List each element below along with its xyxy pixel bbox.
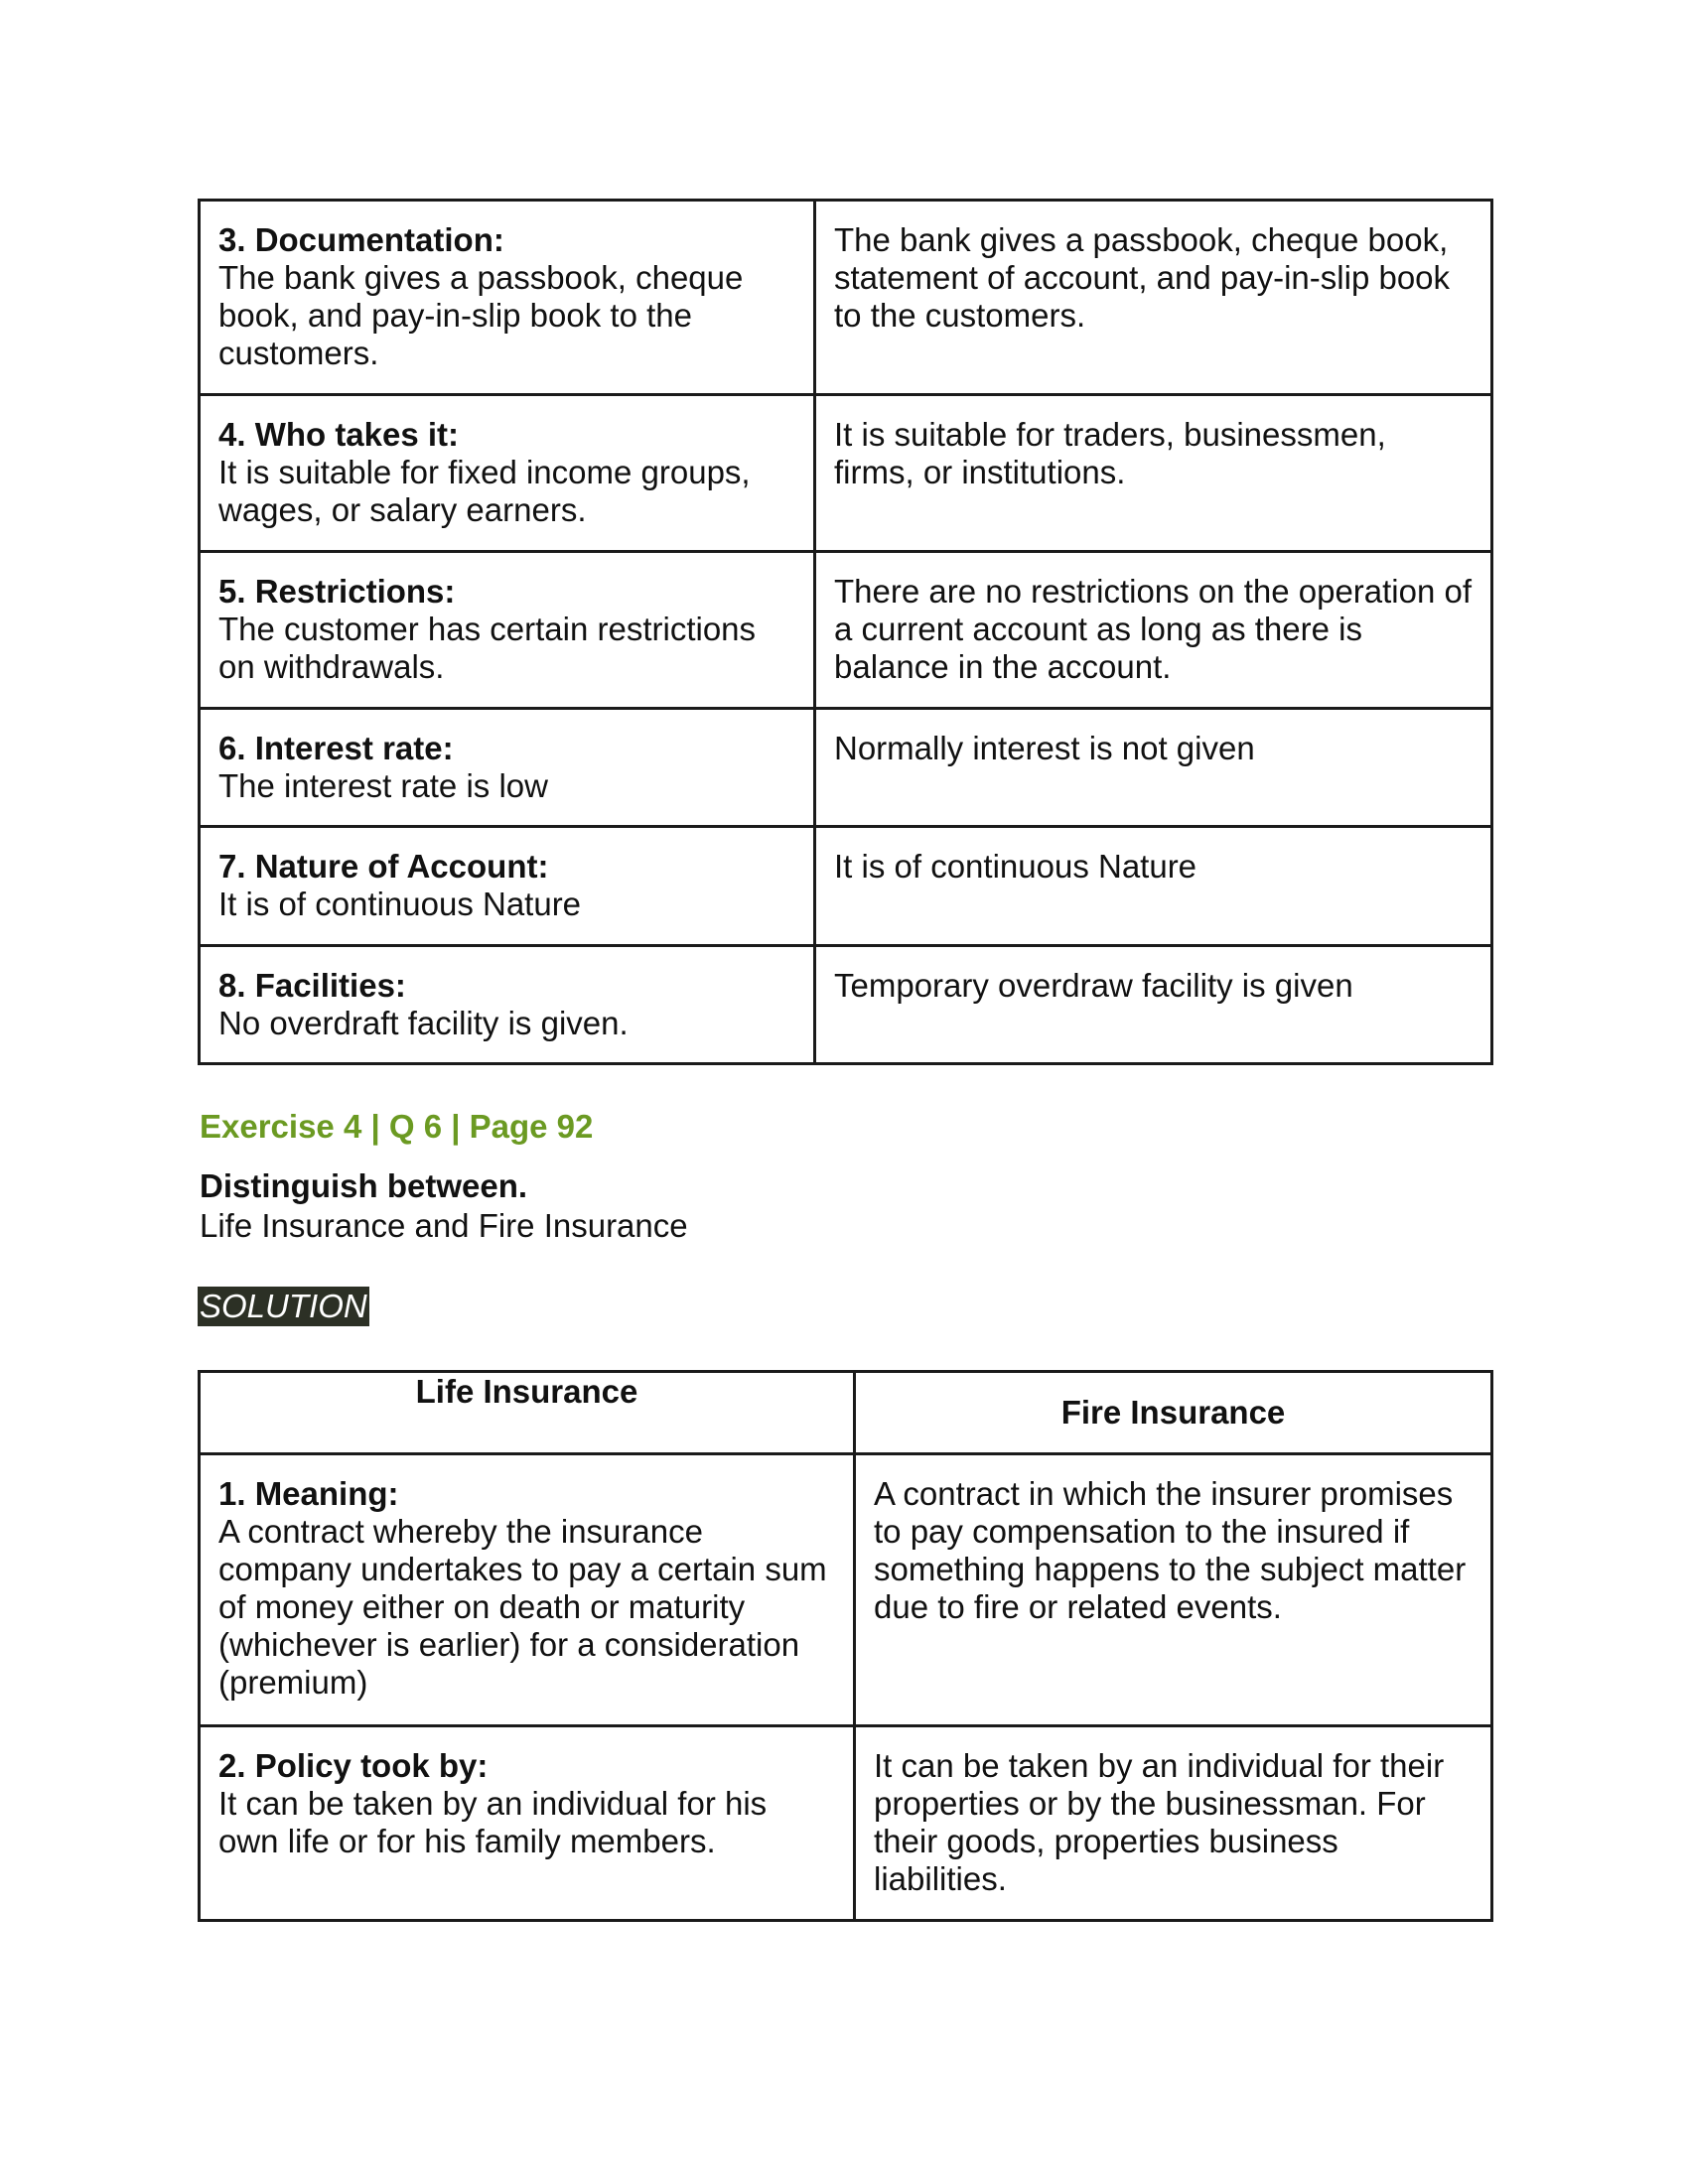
table-cell-right (815, 552, 1492, 709)
question-text: Life Insurance and Fire Insurance (200, 1207, 688, 1244)
point-title: 1. Meaning: (218, 1475, 399, 1512)
point-title: 7. Nature of Account: (218, 848, 549, 885)
solution-label: SOLUTION (200, 1288, 367, 1324)
table-cell-left (200, 946, 815, 1064)
comparison-table-insurance (198, 1370, 1493, 1922)
question-title: Distinguish between. (200, 1167, 528, 1204)
point-text: Temporary overdraw facility is given (834, 967, 1353, 1004)
point-title: 5. Restrictions: (218, 573, 456, 610)
point-title: 3. Documentation: (218, 221, 504, 258)
table-row (200, 709, 1492, 827)
point-text: The customer has certain restrictions on withdrawals. (218, 611, 757, 685)
point-text: It is of continuous Nature (218, 886, 582, 922)
table-cell-right (855, 1454, 1492, 1726)
table-row (200, 395, 1492, 552)
point-text: It is suitable for fixed income groups, wages, or salary earners. (218, 454, 751, 528)
point-title: 4. Who takes it: (218, 416, 460, 453)
table-cell-left (200, 1454, 855, 1726)
table-cell-right (855, 1726, 1492, 1921)
point-text: The bank gives a passbook, cheque book, and pay-in-slip book to the customers. (218, 259, 744, 371)
point-text: It is of continuous Nature (834, 848, 1197, 885)
column-header-life-insurance: Life Insurance (200, 1372, 855, 1454)
table-cell-right (815, 201, 1492, 395)
point-text: There are no restrictions on the operation of a current account as long as there is balance in the account. (834, 573, 1473, 685)
table-row (200, 1726, 1492, 1921)
point-text: No overdraft facility is given. (218, 1005, 629, 1041)
table-row (200, 1454, 1492, 1726)
table-cell-right (815, 946, 1492, 1064)
point-text: The bank gives a passbook, cheque book, statement of account, and pay-in-slip book to the customers. (834, 221, 1451, 334)
point-text: Normally interest is not given (834, 730, 1255, 766)
table-cell-right (815, 827, 1492, 946)
point-title: 2. Policy took by: (218, 1747, 489, 1784)
table-cell-left (200, 552, 815, 709)
table-cell-left (200, 1726, 855, 1921)
point-text: The interest rate is low (218, 767, 548, 804)
point-text: It can be taken by an individual for their properties or by the businessman. For their goods, properties business liabilities. (874, 1747, 1445, 1897)
table-row (200, 946, 1492, 1064)
point-title: 6. Interest rate: (218, 730, 454, 766)
comparison-table-accounts (198, 199, 1493, 1065)
table-cell-right (815, 709, 1492, 827)
point-text: It can be taken by an individual for his own life or for his family members. (218, 1785, 768, 1859)
point-text: A contract in which the insurer promises to pay compensation to the insured if something happens to the subject matter due to fire or related events. (874, 1475, 1467, 1625)
table-row (200, 827, 1492, 946)
table-row (200, 201, 1492, 395)
table-cell-left (200, 827, 815, 946)
table-row (200, 552, 1492, 709)
exercise-heading: Exercise 4 | Q 6 | Page 92 (200, 1108, 594, 1145)
table-cell-left (200, 395, 815, 552)
table-cell-left (200, 709, 815, 827)
column-header-fire-insurance: Fire Insurance (855, 1372, 1492, 1454)
point-text: A contract whereby the insurance company undertakes to pay a certain sum of money either on death or maturity (whichever is earlier) for a consideration (premium) (218, 1513, 827, 1701)
table-cell-right (815, 395, 1492, 552)
table-cell-left (200, 201, 815, 395)
point-title: 8. Facilities: (218, 967, 406, 1004)
table-header-row (200, 1372, 1492, 1454)
point-text: It is suitable for traders, businessmen, firms, or institutions. (834, 416, 1386, 490)
